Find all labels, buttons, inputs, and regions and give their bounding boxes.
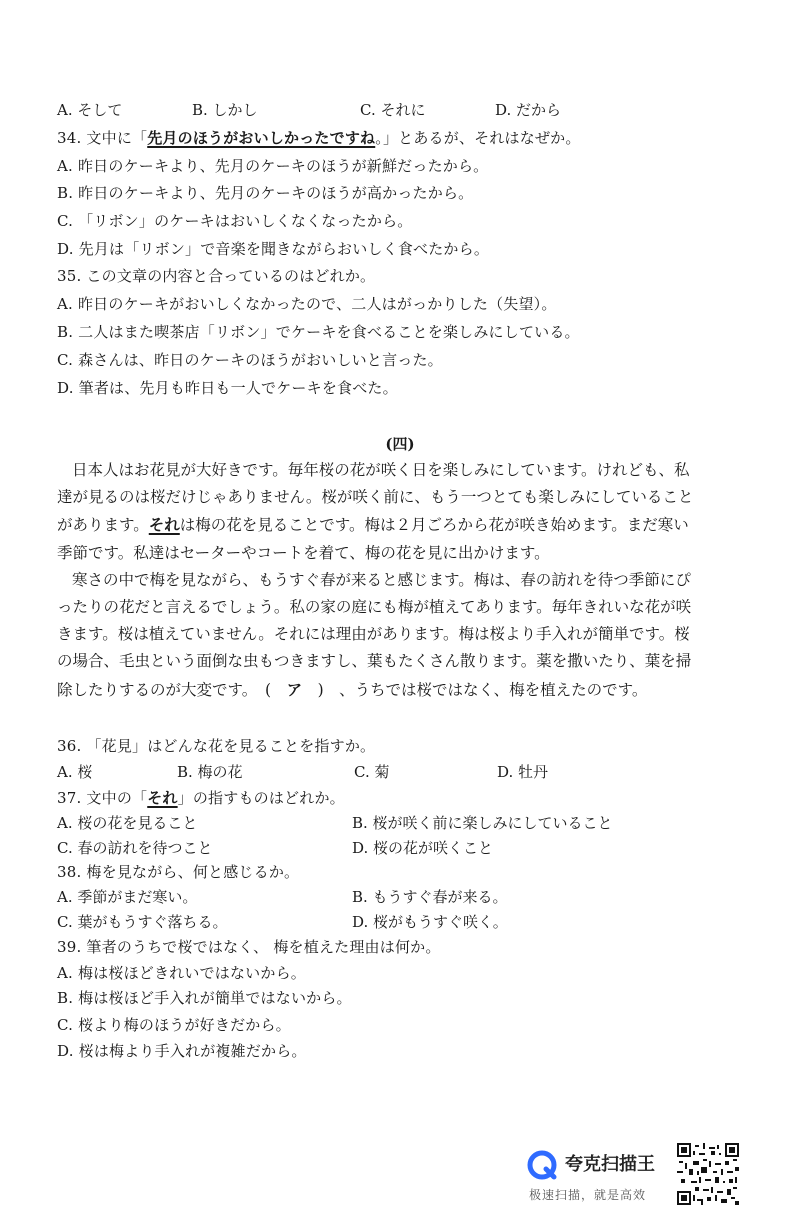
scanner-logo-title: 夸克扫描王 [565, 1154, 655, 1175]
passage-line: 日本人はお花見が大好きです。毎年桜の花が咲く日を楽しみにしています。けれども、私 [72, 461, 690, 479]
q38-option-a: A. 季節がまだ寒い。 [57, 888, 198, 906]
qr-code-icon [677, 1143, 739, 1205]
passage-line: 達が見るのは桜だけじゃありません。桜が咲く前に、もう一つとても楽しみにしていること [57, 488, 694, 507]
scanner-watermark [527, 1146, 667, 1202]
q38-option-c: C. 葉がもうすぐ落ちる。 [57, 913, 228, 931]
q39-option-d: D. 桜は梅より手入れが複雑だから。 [57, 1042, 307, 1060]
q33-option-a: A. そして [57, 101, 123, 119]
q34-option-d: D. 先月は「リボン」で音楽を聞きながらおいしく食べたから。 [57, 240, 490, 258]
q35-option-b: B. 二人はまた喫茶店「リボン」でケーキを食べることを楽しみにしている。 [57, 323, 580, 341]
q38-option-b: B. もうすぐ春が来る。 [352, 888, 508, 906]
q38-option-d: D. 桜がもうすぐ咲く。 [352, 913, 508, 931]
q37-option-b: B. 桜が咲く前に楽しみにしていること [352, 814, 613, 832]
q35-option-a: A. 昨日のケーキがおいしくなかったので、二人はがっかりした（失望）。 [57, 295, 557, 313]
q33-option-c: C. それに [360, 101, 426, 119]
q39-option-a: A. 梅は桜ほどきれいではないから。 [57, 964, 306, 982]
q34-quote: 先月のほうがおいしかったですね [147, 129, 376, 147]
q34-question: 34. 文中に「先月のほうがおいしかったですね。」とあるが、それはなぜか。 [57, 129, 581, 147]
q36-option-a: A. 桜 [57, 763, 93, 781]
q39-option-b: B. 梅は桜ほど手入れが簡単ではないから。 [57, 989, 352, 1007]
q34-option-b: B. 昨日のケーキより、先月のケーキのほうが高かったから。 [57, 184, 474, 202]
q39-option-c: C. 桜より梅のほうが好きだから。 [57, 1016, 291, 1034]
q39-question: 39. 筆者のうちで桜ではなく、 梅を植えた理由は何か。 [57, 938, 441, 956]
scanner-logo-subtitle: 极速扫描，就是高效 [529, 1188, 647, 1202]
q37-option-d: D. 桜の花が咲くこと [352, 839, 494, 857]
passage-line: の場合、毛虫という面倒な虫もつきますし、葉もたくさん散ります。薬を撒いたり、葉を掃 [57, 652, 692, 671]
passage-line: 除したりするのが大変です。 ( ア ) 、うちでは桜ではなく、梅を植えたのです。 [57, 679, 648, 699]
scanner-logo-icon [527, 1150, 557, 1180]
q36-option-c: C. 菊 [354, 763, 390, 781]
q33-option-d: D. だから [495, 101, 562, 119]
q36-option-d: D. 牡丹 [497, 763, 549, 781]
section-title: (四) [385, 435, 415, 453]
passage-line: 季節です。私達はセーターやコートを着て、梅の花を見に出かけます。 [57, 543, 550, 562]
q38-question: 38. 梅を見ながら、何と感じるか。 [57, 863, 300, 881]
passage-line: きます。桜は植えていません。それには理由があります。梅は桜より手入れが簡単です。桜 [57, 625, 690, 644]
passage-line: があります。それは梅の花を見ることです。梅は２月ごろから花が咲き始めます。まだ寒い [57, 515, 689, 535]
q35-question: 35. この文章の内容と合っているのはどれか。 [57, 267, 376, 285]
passage-blank-a: ア [286, 679, 303, 699]
q37-question: 37. 文中の「それ」の指すものはどれか。 [57, 789, 345, 807]
passage-line: ったりの花だと言えるでしょう。私の家の庭にも梅が植えてあります。毎年きれいな花が咲 [57, 598, 692, 617]
passage-ref-sore: それ [148, 515, 180, 535]
q37-option-a: A. 桜の花を見ること [57, 814, 198, 832]
q35-option-c: C. 森さんは、昨日のケーキのほうがおいしいと言った。 [57, 351, 443, 369]
q33-option-b: B. しかし [192, 101, 258, 119]
q37-ref: それ [147, 789, 178, 807]
q36-question: 36. 「花見」はどんな花を見ることを指すか。 [57, 737, 376, 755]
q34-option-a: A. 昨日のケーキより、先月のケーキのほうが新鮮だったから。 [57, 157, 489, 175]
q36-option-b: B. 梅の花 [177, 763, 243, 781]
passage-line: 寒さの中で梅を見ながら、もうすぐ春が来ると感じます。梅は、春の訪れを待つ季節にぴ [72, 570, 691, 589]
q35-option-d: D. 筆者は、先月も昨日も一人でケーキを食べた。 [57, 379, 398, 397]
q34-option-c: C. 「リボン」のケーキはおいしくなくなったから。 [57, 212, 413, 230]
reading-passage [57, 457, 747, 704]
q37-option-c: C. 春の訪れを待つこと [57, 839, 213, 857]
